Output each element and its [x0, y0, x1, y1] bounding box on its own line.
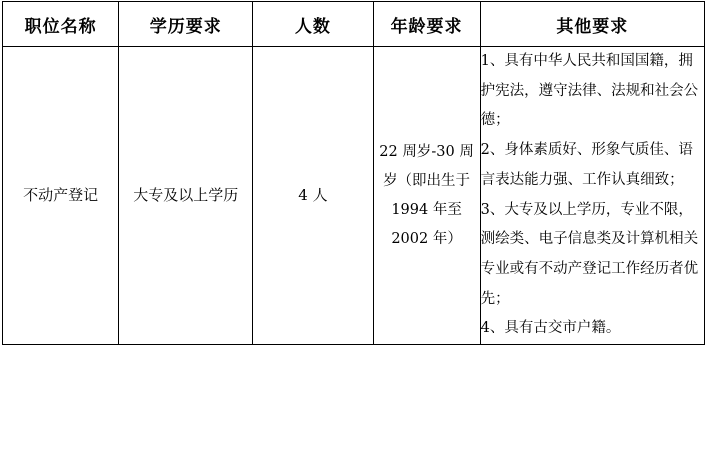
cell-position: 不动产登记 [3, 47, 119, 345]
other-requirement-item: 4、具有古交市户籍。 [480, 320, 621, 337]
table-body [3, 47, 705, 345]
age-text: 22 周岁-30 周岁（即出生于 1994 年至 2002 年） [379, 143, 474, 247]
job-requirements-table [2, 1, 705, 345]
cell-education: 大专及以上学历 [119, 47, 253, 345]
cell-age [373, 47, 480, 345]
column-header-other: 其他要求 [480, 2, 704, 47]
other-requirement-item: 2、身体素质好、形象气质佳、语言表达能力强、工作认真细致； [480, 142, 693, 188]
column-header-position: 职位名称 [3, 2, 119, 47]
table-header-row [3, 2, 705, 47]
document-sheet [0, 1, 707, 467]
other-requirement-item: 3、大专及以上学历，专业不限，测绘类、电子信息类及计算机相关专业或有不动产登记工作经历者优先； [480, 201, 699, 307]
table-row [3, 47, 705, 345]
other-requirement-item: 1、具有中华人民共和国国籍，拥护宪法，遵守法律、法规和社会公德； [480, 53, 699, 129]
table-header [3, 2, 705, 47]
column-header-count: 人数 [253, 2, 373, 47]
column-header-age: 年龄要求 [373, 2, 480, 47]
cell-count: 4 人 [253, 47, 373, 345]
column-header-education: 学历要求 [119, 2, 253, 47]
cell-other-requirements [480, 47, 704, 345]
